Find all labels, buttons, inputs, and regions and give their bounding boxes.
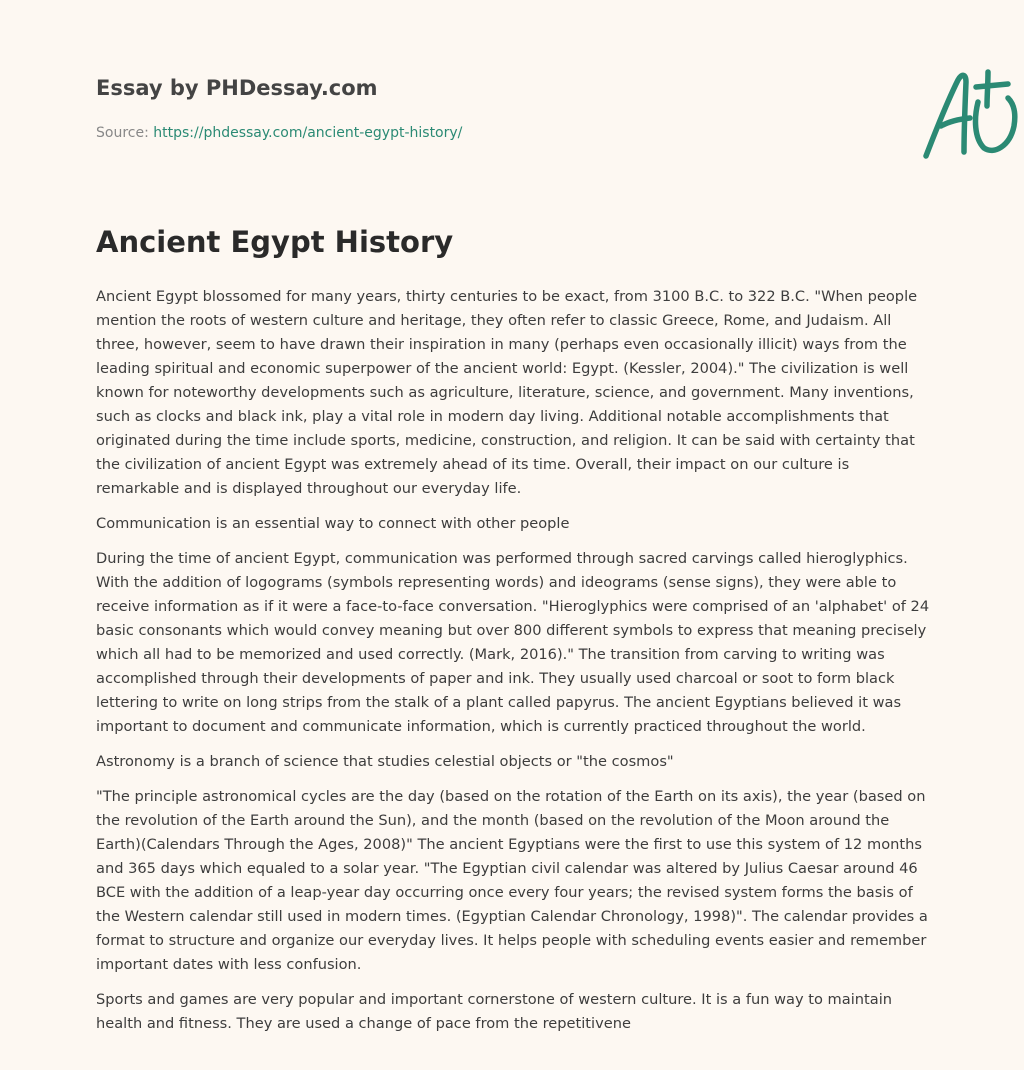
a-plus-logo-icon (920, 68, 1024, 164)
essay-body (96, 285, 932, 1047)
source-line (96, 125, 462, 141)
source-label: Source: (96, 125, 154, 141)
site-brand: Essay by PHDessay.com (96, 76, 378, 100)
essay-title: Ancient Egypt History (96, 225, 454, 259)
paragraph-communication-heading: Communication is an essential way to connect with other people (96, 515, 570, 532)
source-link[interactable]: https://phdessay.com/ancient-egypt-history/ (153, 125, 463, 141)
paragraph-intro: Ancient Egypt blossomed for many years, thirty centuries to be exact, from 3100 B.C. to 322 B.C. "When people mention the roots of western culture and heritage, they often refer to classic Greece, Rome, and Judaism. All three, however, seem to have drawn their inspiration in many (perhaps even occasionally illicit) ways from the leading spiritual and economic superpower of the ancient world: Egypt. (Kessler, 2004)." The civilization is well known for noteworthy developments such as agriculture, literature, science, and government. Many inventions, such as clocks and black ink, play a vital role in modern day living. Additional notable accomplishments that originated during the time include sports, medicine, construction, and religion. It can be said with certainty that the civilization of ancient Egypt was extremely ahead of its time. Overall, their impact on our culture is remarkable and is displayed throughout our everyday life. (96, 288, 918, 497)
paragraph-hieroglyphics: During the time of ancient Egypt, communication was performed through sacred carvings called hieroglyphics. With the addition of logograms (symbols representing words) and ideograms (sense signs), they were able to receive information as if it were a face-to-face conversation. "Hieroglyphics were comprised of an 'alphabet' of 24 basic consonants which would convey meaning but over 800 different symbols to express that meaning precisely which all had to be memorized and used correctly. (Mark, 2016)." The transition from carving to writing was accomplished through their developments of paper and ink. They usually used charcoal or soot to form black lettering to write on long strips from the stalk of a plant called papyrus. The ancient Egyptians believed it was important to document and communicate information, which is currently practiced throughout the world. (96, 550, 930, 735)
paragraph-calendar: "The principle astronomical cycles are the day (based on the rotation of the Earth on its axis), the year (based on the revolution of the Earth around the Sun), and the month (based on the revolution of the Moon around the Earth)(Calendars Through the Ages, 2008)" The ancient Egyptians were the first to use this system of 12 months and 365 days which equaled to a solar year. "The Egyptian civil calendar was altered by Julius Caesar around 46 BCE with the addition of a leap-year day occurring once every four years; the revised system forms the basis of the Western calendar still used in modern times. (Egyptian Calendar Chronology, 1998)". The calendar provides a format to structure and organize our everyday lives. It helps people with scheduling events easier and remember important dates with less confusion. (96, 788, 928, 973)
paragraph-sports: Sports and games are very popular and important cornerstone of western culture. It is a fun way to maintain health and fitness. They are used a change of pace from the repetitivene (96, 991, 892, 1032)
paragraph-astronomy-heading: Astronomy is a branch of science that studies celestial objects or "the cosmos" (96, 753, 674, 770)
